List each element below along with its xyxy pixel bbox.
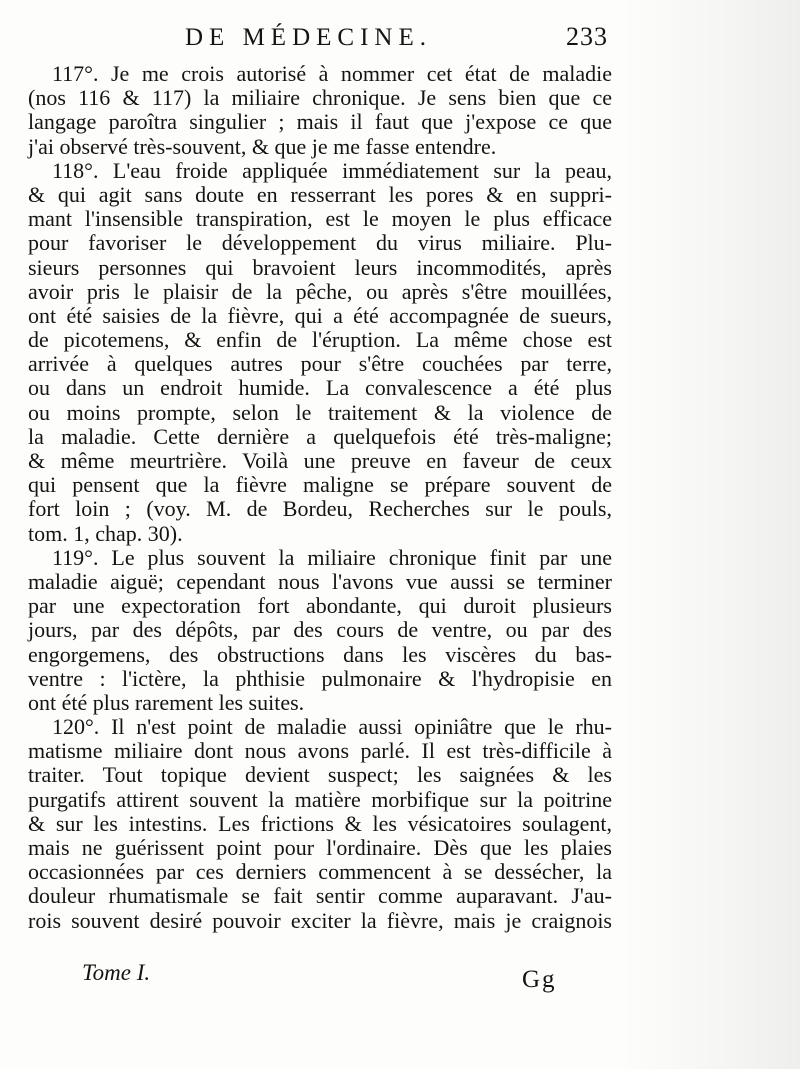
page-header <box>0 22 800 58</box>
text-line: jours, par des dépôts, par des cours de ventre, ou par des <box>28 617 612 643</box>
page-edge-shadow <box>620 0 800 1069</box>
text-line: purgatifs attirent souvent la matière morbifique sur la poitrine <box>28 786 612 812</box>
text-line: j'ai observé très-souvent, & que je me fasse entendre. <box>28 133 497 159</box>
text-line: mant l'insensible transpiration, est le moyen le plus efficace <box>28 206 612 232</box>
text-line: & même meurtrière. Voilà une preuve en faveur de ceux <box>28 448 612 473</box>
text-line: tom. 1, chap. 30). <box>28 520 183 546</box>
text-line: par une expectoration fort abondante, qui duroit plusieurs <box>28 593 612 619</box>
running-head: DE MÉDECINE. <box>185 24 432 51</box>
text-line: sieurs personnes qui bravoient leurs incommodités, après <box>28 254 612 280</box>
text-line: rois souvent desiré pouvoir exciter la fièvre, mais je craignois <box>28 907 612 933</box>
text-line: & qui agit sans doute en resserrant les pores & en suppri- <box>28 181 612 207</box>
text-line: arrivée à quelques autres pour s'être couchées par terre, <box>28 351 612 377</box>
text-line: occasionnées par ces derniers commencent à se dessécher, la <box>28 859 612 885</box>
text-line: mais ne guérissent point pour l'ordinaire. Dès que les plaies <box>28 835 612 860</box>
text-line: langage paroîtra singulier ; mais il faut que j'expose ce que <box>28 109 612 135</box>
text-line: & sur les intestins. Les frictions & les vésicatoires soulagent, <box>28 810 612 836</box>
text-line: ont été plus rarement les suites. <box>28 689 305 715</box>
text-line: fort loin ; (voy. M. de Bordeu, Recherches sur le pouls, <box>28 496 612 522</box>
text-line: avoir pris le plaisir de la pêche, ou après s'être mouillées, <box>28 278 612 304</box>
text-line: ventre : l'ictère, la phthisie pulmonaire & l'hydropisie en <box>28 665 612 691</box>
text-line: 120°. Il n'est point de maladie aussi opiniâtre que le rhu- <box>52 714 612 740</box>
text-line: 119°. Le plus souvent la miliaire chronique finit par une <box>52 544 612 570</box>
volume-label: Tome I. <box>82 960 151 985</box>
text-line: douleur rhumatismale se fait sentir comme auparavant. J'au- <box>28 883 612 909</box>
text-line: maladie aiguë; cependant nous l'avons vue aussi se terminer <box>28 568 612 594</box>
page-footer <box>0 960 800 996</box>
text-line: ont été saisies de la fièvre, qui a été accompagnée de sueurs, <box>28 302 612 328</box>
text-line: pour favoriser le développement du virus miliaire. Plu- <box>28 230 612 256</box>
text-line: de picotemens, & enfin de l'éruption. La même chose est <box>28 327 612 353</box>
signature-mark: Gg <box>522 966 557 993</box>
page-number: 233 <box>566 22 608 51</box>
text-line: matisme miliaire dont nous avons parlé. Il est très-difficile à <box>28 738 612 764</box>
text-line: ou moins prompte, selon le traitement & la violence de <box>28 399 612 425</box>
text-line: engorgemens, des obstructions dans les viscères du bas- <box>28 641 612 667</box>
text-line: 118°. L'eau froide appliquée immédiatement sur la peau, <box>52 157 612 183</box>
body-text <box>28 62 612 933</box>
text-line: 117°. Je me crois autorisé à nommer cet état de maladie <box>52 61 612 86</box>
text-line: traiter. Tout topique devient suspect; les saignées & les <box>28 762 612 788</box>
text-line: ou dans un endroit humide. La convalescence a été plus <box>28 375 612 401</box>
text-line: qui pensent que la fièvre maligne se prépare souvent de <box>28 472 612 498</box>
text-line: la maladie. Cette dernière a quelquefois été très-maligne; <box>28 423 612 449</box>
text-line: (nos 116 & 117) la miliaire chronique. Je sens bien que ce <box>28 85 612 111</box>
